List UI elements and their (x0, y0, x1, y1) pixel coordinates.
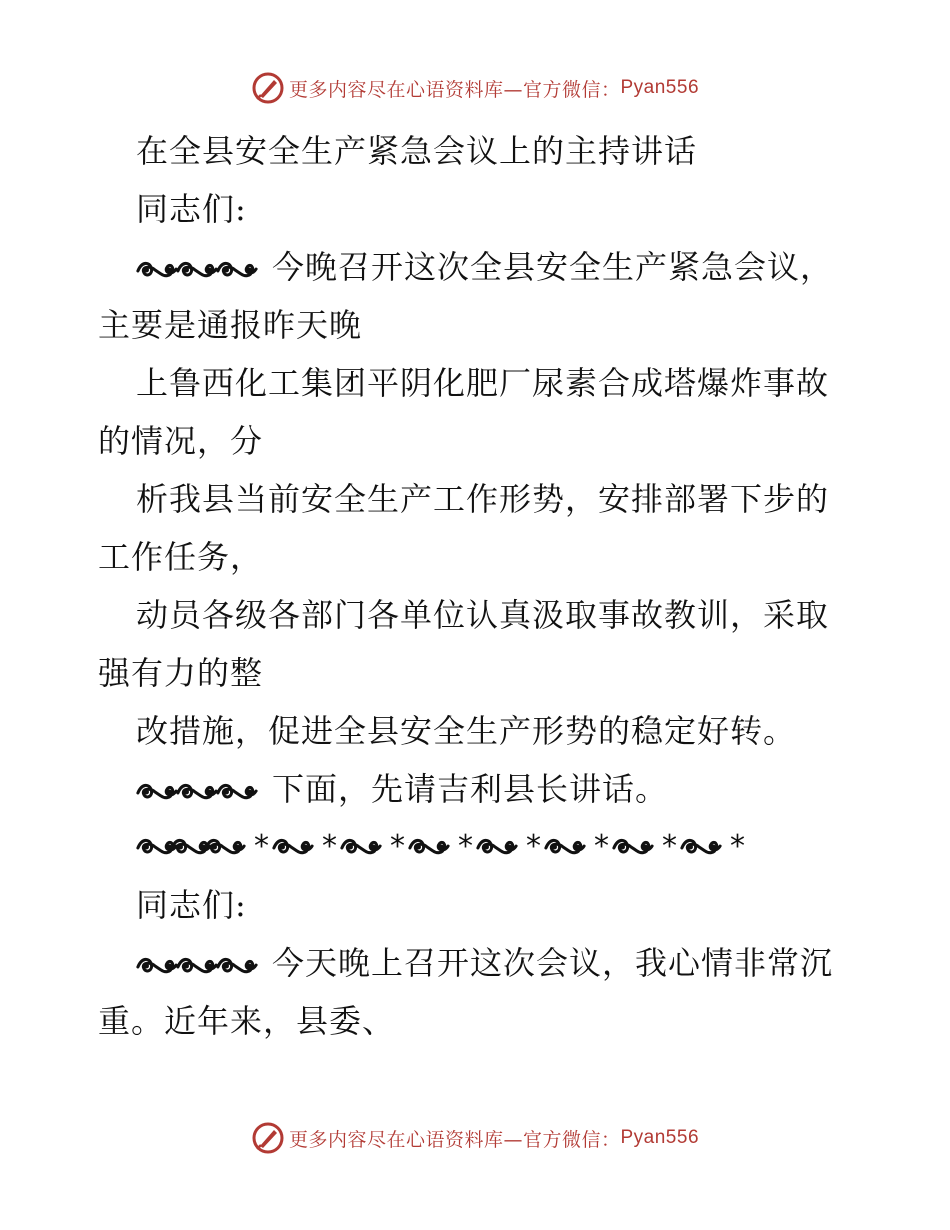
paragraph-text: 今天晚上召开这次会议，我心情非常沉 (272, 944, 834, 982)
watermark-text: 更多内容尽在心语资料库—官方微信： (288, 78, 621, 101)
floral-vine-ornament-icon (216, 259, 258, 281)
paragraph-text: 今晚召开这次全县安全生产紧急会议， (272, 248, 834, 286)
separator-star: * (254, 829, 270, 864)
watermark-handle: Pyan556 (620, 77, 700, 98)
watermark-text: 更多内容尽在心语资料库—官方微信： (288, 1128, 621, 1151)
floral-vine-ornament-icon (476, 836, 518, 858)
paragraph-line: 重。近年来，县委、 (98, 1002, 396, 1040)
floral-vine-ornament-icon (136, 781, 178, 803)
paragraph-line: 改措施，促进全县安全生产形势的稳定好转。 (136, 712, 797, 750)
paragraph-line: 工作任务， (98, 538, 264, 576)
paragraph-line: 析我县当前安全生产工作形势，安排部署下步的 (136, 480, 830, 518)
quill-logo-icon (251, 1121, 285, 1155)
separator-star: * (458, 829, 474, 864)
quill-logo-icon (251, 71, 285, 105)
paragraph-line (98, 760, 858, 818)
floral-vine-ornament-icon (612, 836, 654, 858)
floral-vine-ornament-icon (408, 836, 450, 858)
floral-vine-ornament-icon (272, 836, 314, 858)
salutation: 同志们: (136, 886, 247, 924)
paragraph-line: 上鲁西化工集团平阴化肥厂尿素合成塔爆炸事故 (136, 364, 830, 402)
paragraph-line: 主要是通报昨天晚 (98, 306, 363, 344)
salutation: 同志们: (136, 190, 247, 228)
top-watermark (0, 71, 950, 105)
floral-vine-ornament-icon (216, 955, 258, 977)
floral-vine-ornament-icon (136, 259, 178, 281)
document-title: 在全县安全生产紧急会议上的主持讲话 (136, 132, 698, 170)
document-body (98, 122, 858, 1050)
separator-star: * (526, 829, 542, 864)
paragraph-line (98, 934, 858, 992)
separator-star: * (662, 829, 678, 864)
floral-vine-ornament-icon (176, 955, 218, 977)
floral-vine-ornament-icon (176, 781, 218, 803)
floral-vine-ornament-icon (680, 836, 722, 858)
paragraph-line: 强有力的整 (98, 654, 264, 692)
watermark-handle: Pyan556 (620, 1127, 700, 1148)
floral-vine-ornament-icon (176, 259, 218, 281)
separator-star: * (594, 829, 610, 864)
floral-vine-ornament-icon (340, 836, 382, 858)
floral-vine-ornament-icon (136, 955, 178, 977)
bottom-watermark (0, 1121, 950, 1155)
paragraph-line (98, 238, 858, 296)
floral-vine-ornament-icon (544, 836, 586, 858)
separator-star: * (322, 829, 338, 864)
paragraph-line: 动员各级各部门各单位认真汲取事故教训，采取 (136, 596, 830, 634)
paragraph-text: 下面，先请吉利县长讲话。 (272, 770, 669, 808)
floral-vine-ornament-icon (216, 781, 258, 803)
separator-star: * (730, 829, 746, 864)
separator-star: * (390, 829, 406, 864)
paragraph-line: 的情况，分 (98, 422, 264, 460)
ornamental-separator (98, 818, 858, 876)
floral-vine-ornament-icon (204, 836, 246, 858)
